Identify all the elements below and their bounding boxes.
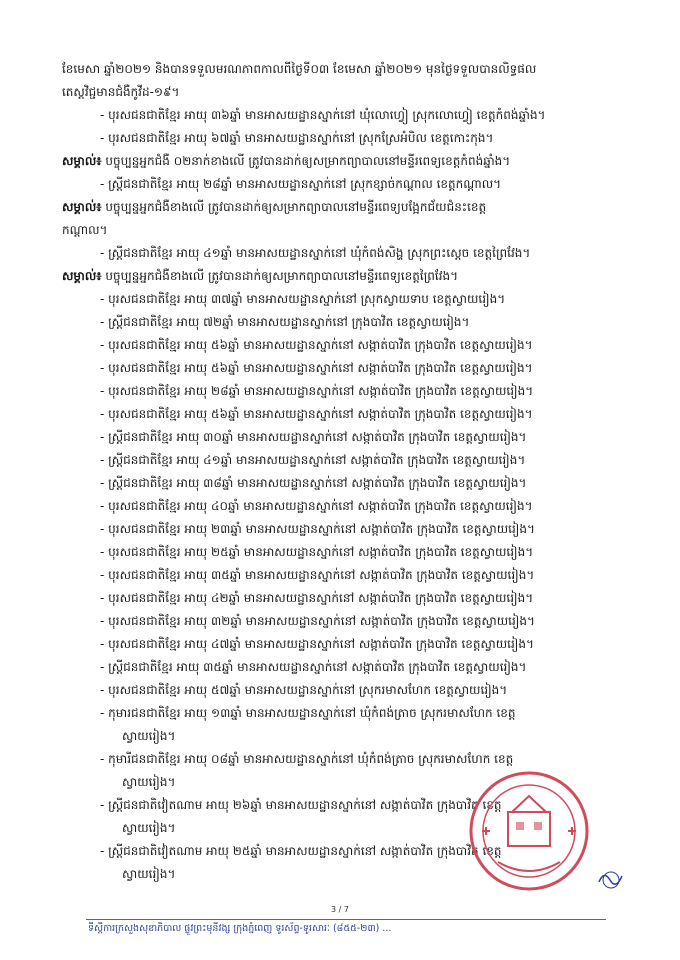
case-entry: - បុរសជនជាតិខ្មែរ អាយុ ២៥ឆ្នាំ មានអាសយដ្ឋានស្នាក់នៅ សង្កាត់បាវិត ក្រុងបាវិត ខេត្តស្វាយរៀង។ (100, 545, 534, 559)
case-entry: - ស្ត្រីជនជាតិខ្មែរ អាយុ ៧២ឆ្នាំ មានអាសយដ្ឋានស្នាក់នៅ ក្រុងបាវិត ខេត្តស្វាយរៀង។ (100, 315, 470, 329)
official-seal-stamp (468, 770, 590, 892)
case-entry: - បុរសជនជាតិខ្មែរ អាយុ ៥៦ឆ្នាំ មានអាសយដ្ឋានស្នាក់នៅ សង្កាត់បាវិត ក្រុងបាវិត ខេត្តស្វាយរៀង។ (100, 361, 533, 375)
case-entry: - បុរសជនជាតិខ្មែរ អាយុ ៤០ឆ្នាំ មានអាសយដ្ឋានស្នាក់នៅ សង្កាត់បាវិត ក្រុងបាវិត ខេត្តស្វាយរៀង។ (100, 499, 533, 513)
note-line (62, 265, 662, 288)
case-entry: - កុមារីជនជាតិខ្មែរ អាយុ ០៨ឆ្នាំ មានអាសយដ្ឋានស្នាក់នៅ ឃុំកំពង់ត្រាច ស្រុករមាសហែក ខេត្ត (100, 752, 514, 766)
footer-address: ទីស្តីការក្រសួងសុខាភិបាល ផ្លូវព្រះមុនីវង្ស ក្រុងភ្នំពេញ ទូរស័ព្ទ-ទូរសារៈ (៨៥៥-២៣) ... (88, 923, 392, 934)
case-entry: - កុមារជនជាតិខ្មែរ អាយុ ១៣ឆ្នាំ មានអាសយដ្ឋានស្នាក់នៅ ឃុំកំពង់ត្រាច ស្រុករមាសហែក ខេត្ត (100, 706, 516, 720)
case-entry: - ស្ត្រីជនជាតិខ្មែរ អាយុ ៣៥ឆ្នាំ មានអាសយដ្ឋានស្នាក់នៅ សង្កាត់បាវិត ក្រុងបាវិត ខេត្តស្វាយរៀង។ (100, 660, 527, 674)
case-entry: - បុរសជនជាតិខ្មែរ អាយុ ២៣ឆ្នាំ មានអាសយដ្ឋានស្នាក់នៅ សង្កាត់បាវិត ក្រុងបាវិត ខេត្តស្វាយរៀង។ (100, 522, 535, 536)
case-entry-continuation: ស្វាយរៀង។ (122, 729, 176, 743)
case-entry: - បុរសជនជាតិខ្មែរ អាយុ ៥៦ឆ្នាំ មានអាសយដ្ឋានស្នាក់នៅ សង្កាត់បាវិត ក្រុងបាវិត ខេត្តស្វាយរៀង។ (100, 338, 533, 352)
case-entry: - ស្ត្រីជនជាតិខ្មែរ អាយុ ៤១ឆ្នាំ មានអាសយដ្ឋានស្នាក់នៅ សង្កាត់បាវិត ក្រុងបាវិត ខេត្តស្វាយរៀង។ (100, 453, 526, 467)
body-text (62, 58, 662, 886)
case-entry: - បុរសជនជាតិខ្មែរ អាយុ ៣៦ឆ្នាំ មានអាសយដ្ឋានស្នាក់នៅ ឃុំលោហ្វៀ ស្រុកលោហ្វៀ ខេត្តកំពង់ឆ្នាំង។ (100, 108, 546, 122)
case-entry: - បុរសជនជាតិខ្មែរ អាយុ ២៨ឆ្នាំ មានអាសយដ្ឋានស្នាក់នៅ សង្កាត់បាវិត ក្រុងបាវិត ខេត្តស្វាយរៀង។ (100, 384, 534, 398)
note-text: បច្ចុប្បន្នអ្នកជំងឺ ០២នាក់ខាងលើ ត្រូវបានដាក់ឲ្យសម្រាកព្យាបាលនៅមន្ទីរពេទ្យខេត្តកំពង់ឆ្នាំង។ (101, 154, 511, 168)
intro-line-2: តេស្តវិជ្ជមានជំងឺកូវីដ-១៩។ (62, 85, 180, 99)
note-text: បច្ចុប្បន្នអ្នកជំងឺខាងលើ ត្រូវបានដាក់ឲ្យសម្រាកព្យាបាលនៅមន្ទីរពេទ្យខេត្តព្រៃវែង។ (101, 269, 459, 283)
case-entry: - ស្ត្រីជនជាតិវៀតណាម អាយុ ២៥ឆ្នាំ មានអាសយដ្ឋានស្នាក់នៅ សង្កាត់បាវិត ក្រុងបាវិត ខេត្ត (100, 844, 502, 858)
note-label: សម្គាល់៖ (62, 269, 102, 283)
case-entry: - ស្ត្រីជនជាតិខ្មែរ អាយុ ៤១ឆ្នាំ មានអាសយដ្ឋានស្នាក់នៅ ឃុំកំពង់សិង្ហ ស្រុកព្រះស្តេច ខេត្តព្រៃវែង។ (100, 246, 531, 260)
case-entry: - បុរសជនជាតិខ្មែរ អាយុ ៥៧ឆ្នាំ មានអាសយដ្ឋានស្នាក់នៅ ស្រុករមាសហែក ខេត្តស្វាយរៀង។ (100, 683, 508, 697)
note-line (62, 196, 662, 219)
case-entry: - បុរសជនជាតិខ្មែរ អាយុ ៣៥ឆ្នាំ មានអាសយដ្ឋានស្នាក់នៅ សង្កាត់បាវិត ក្រុងបាវិត ខេត្តស្វាយរៀង។ (100, 568, 535, 582)
case-entry: - ស្ត្រីជនជាតិខ្មែរ អាយុ ៣៨ឆ្នាំ មានអាសយដ្ឋានស្នាក់នៅ សង្កាត់បាវិត ក្រុងបាវិត ខេត្តស្វាយរៀង។ (100, 476, 527, 490)
note-line (62, 150, 662, 173)
case-entry: - បុរសជនជាតិខ្មែរ អាយុ ៤២ឆ្នាំ មានអាសយដ្ឋានស្នាក់នៅ សង្កាត់បាវិត ក្រុងបាវិត ខេត្តស្វាយរៀង។ (100, 591, 534, 605)
case-entry: - បុរសជនជាតិខ្មែរ អាយុ ៤៧ឆ្នាំ មានអាសយដ្ឋានស្នាក់នៅ សង្កាត់បាវិត ក្រុងបាវិត ខេត្តស្វាយរៀង។ (100, 637, 534, 651)
case-entry: - ស្ត្រីជនជាតិវៀតណាម អាយុ ២៦ឆ្នាំ មានអាសយដ្ឋានស្នាក់នៅ សង្កាត់បាវិត ក្រុងបាវិត ខេត្ត (100, 798, 502, 812)
case-entry-continuation: ស្វាយរៀង។ (122, 775, 176, 789)
note-text: បច្ចុប្បន្នអ្នកជំងឺខាងលើ ត្រូវបានដាក់ឲ្យសម្រាកព្យាបាលនៅមន្ទីរពេទ្យបង្អែកជ័យជំនះខេត្ត (101, 200, 487, 214)
note-continuation: កណ្តាល។ (62, 223, 108, 237)
case-entry: - បុរសជនជាតិខ្មែរ អាយុ ៥៦ឆ្នាំ មានអាសយដ្ឋានស្នាក់នៅ សង្កាត់បាវិត ក្រុងបាវិត ខេត្តស្វាយរៀង។ (100, 407, 533, 421)
footer-divider (86, 919, 606, 920)
case-entry-continuation: ស្វាយរៀង។ (122, 821, 176, 835)
note-label: សម្គាល់៖ (62, 154, 102, 168)
page-number: 3 / 7 (331, 905, 349, 914)
case-entry: - បុរសជនជាតិខ្មែរ អាយុ ៣២ឆ្នាំ មានអាសយដ្ឋានស្នាក់នៅ សង្កាត់បាវិត ក្រុងបាវិត ខេត្តស្វាយរៀង។ (100, 614, 535, 628)
signature-mark (596, 868, 626, 890)
case-entry: - បុរសជនជាតិខ្មែរ អាយុ ៦៧ឆ្នាំ មានអាសយដ្ឋានស្នាក់នៅ ស្រុកស្រែអំបិល ខេត្តកោះកុង។ (100, 131, 494, 145)
case-entry-continuation: ស្វាយរៀង។ (122, 867, 176, 881)
case-entry: - ស្ត្រីជនជាតិខ្មែរ អាយុ ៣០ឆ្នាំ មានអាសយដ្ឋានស្នាក់នៅ សង្កាត់បាវិត ក្រុងបាវិត ខេត្តស្វាយរៀង។ (100, 430, 527, 444)
note-label: សម្គាល់៖ (62, 200, 102, 214)
intro-line-1: ខែមេសា ឆ្នាំ២០២១ និងបានទទួលមរណភាពកាលពីថ្ងៃទី០៣ ខែមេសា ឆ្នាំ២០២១ មុនថ្ងៃទទួលបានលិទ្ធផល (62, 62, 537, 76)
case-entry: - ស្ត្រីជនជាតិខ្មែរ អាយុ ២៨ឆ្នាំ មានអាសយដ្ឋានស្នាក់នៅ ស្រុកខ្សាច់កណ្តាល ខេត្តកណ្តាល។ (100, 177, 502, 191)
case-entry: - បុរសជនជាតិខ្មែរ អាយុ ៣៧ឆ្នាំ មានអាសយដ្ឋានស្នាក់នៅ ស្រុកស្វាយទាប ខេត្តស្វាយរៀង។ (100, 292, 506, 306)
